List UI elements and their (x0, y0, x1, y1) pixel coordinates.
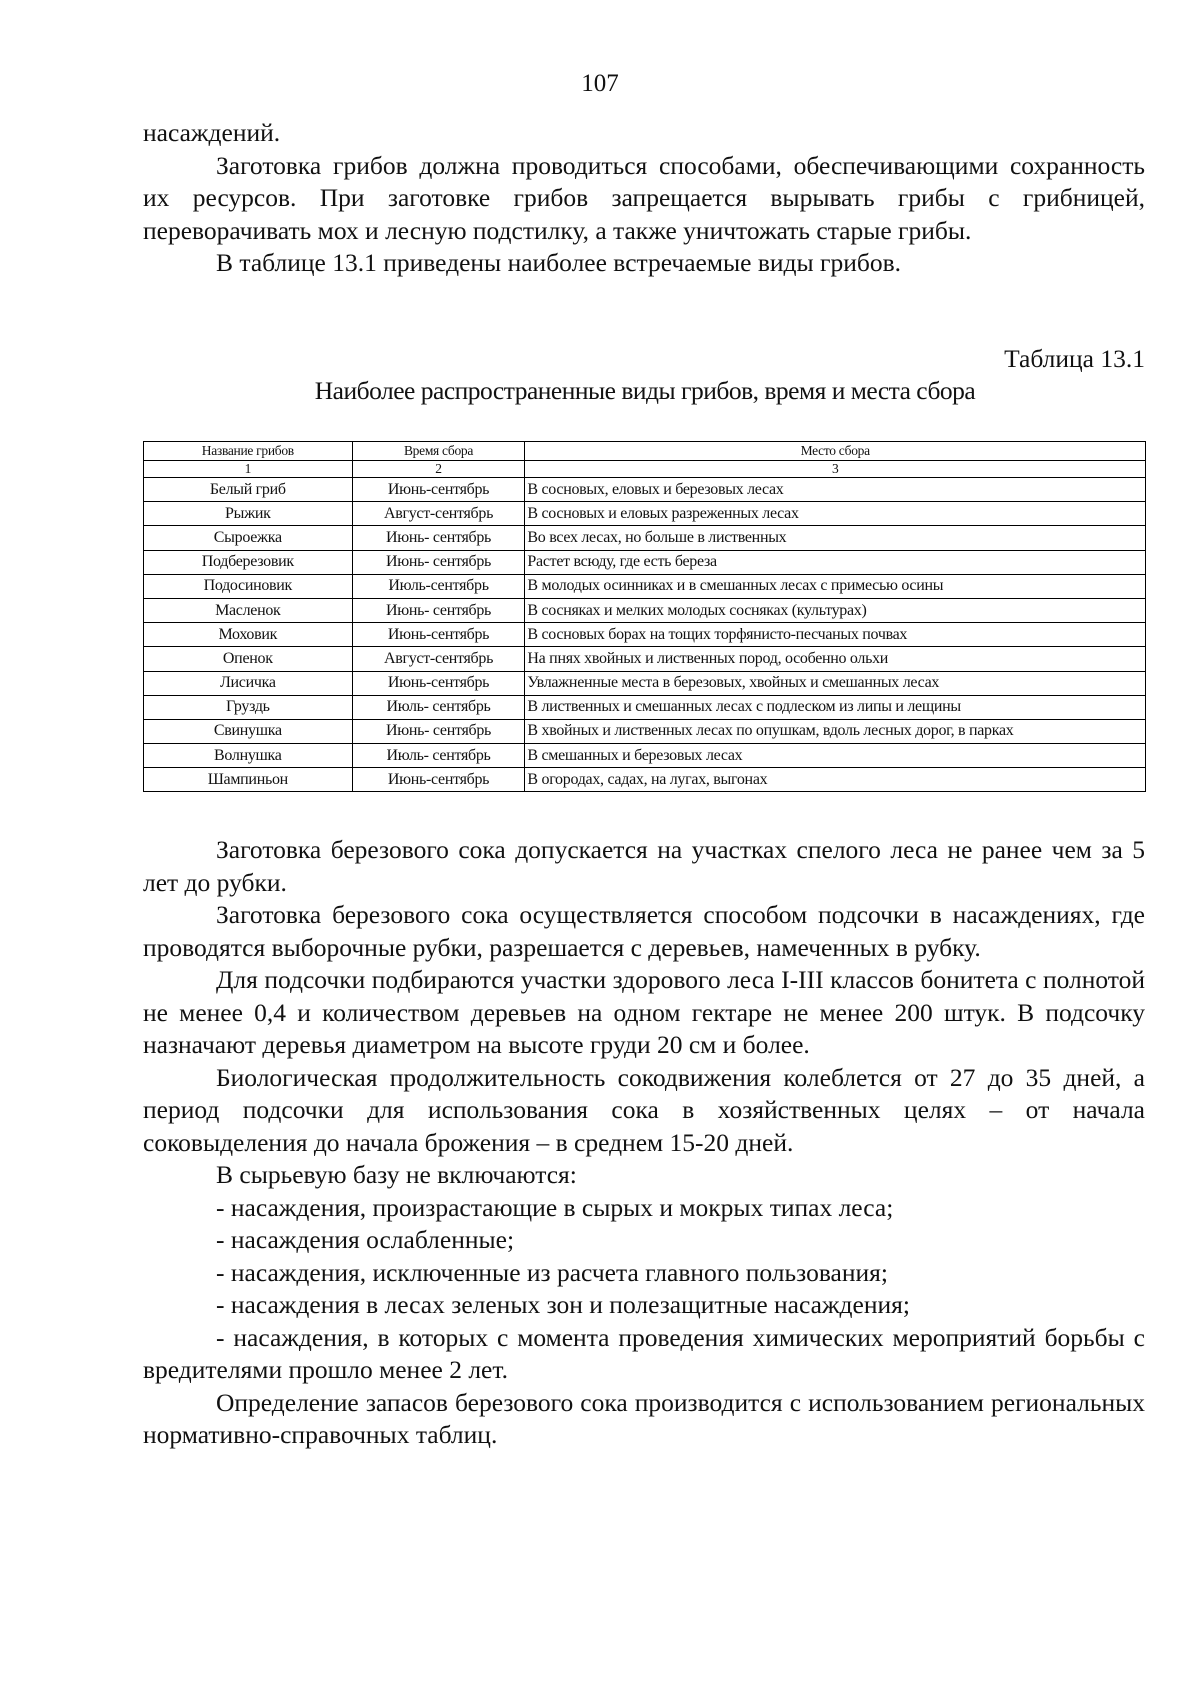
list-item: - насаждения в лесах зеленых зон и полезащитные насаждения; (216, 1290, 910, 1319)
harvest-place: В сосняках и мелких молодых сосняках (культурах) (525, 598, 1146, 622)
harvest-time: Июль-сентябрь (352, 574, 525, 598)
harvest-time: Июнь-сентябрь (352, 478, 525, 502)
mushroom-name: Подберезовик (144, 550, 353, 574)
paragraph-sap-harvest-permission: Заготовка березового сока допускается на участках спелого леса не ранее чем за 5 лет до рубки. (143, 835, 1145, 897)
mushroom-name: Сыроежка (144, 526, 353, 550)
table-row (144, 598, 1146, 622)
harvest-place: На пнях хвойных и лиственных пород, особенно ольхи (525, 647, 1146, 671)
harvest-place: В молодых осинниках и в смешанных лесах с примесью осины (525, 574, 1146, 598)
table-row (144, 744, 1146, 768)
paragraph-mushroom-harvest: Заготовка грибов должна проводиться способами, обеспечивающими сохранность их ресурсов. При заготовке грибов запрещается вырывать грибы с грибницей, переворачивать мох и лесную подстилку, а также уничтожать старые грибы. (143, 150, 1145, 245)
table-row (144, 502, 1146, 526)
harvest-place: Во всех лесах, но больше в лиственных (525, 526, 1146, 550)
harvest-time: Июнь- сентябрь (352, 719, 525, 743)
mushroom-name: Масленок (144, 598, 353, 622)
header-name: Название грибов (144, 442, 353, 461)
table-row (144, 526, 1146, 550)
harvest-place: В сосновых, еловых и березовых лесах (525, 478, 1146, 502)
table-row (144, 695, 1146, 719)
harvest-time: Июнь-сентябрь (352, 623, 525, 647)
table-row (144, 574, 1146, 598)
paragraph-sap-flow-duration: Биологическая продолжительность сокодвижения колеблется от 27 до 35 дней, а период подсочки для использования сока в хозяйственных целях – от начала соковыделения до начала брожения – в среднем 15-20 дней. (143, 1062, 1145, 1157)
mushroom-name: Лисичка (144, 671, 353, 695)
harvest-place: В лиственных и смешанных лесах с подлеском из липы и лещины (525, 695, 1146, 719)
list-intro: В сырьевую базу не включаются: (216, 1160, 577, 1189)
table-row (144, 671, 1146, 695)
list-item: - насаждения, произрастающие в сырых и мокрых типах леса; (216, 1192, 894, 1222)
column-number: 2 (352, 461, 525, 478)
continuation-line: насаждений. (143, 118, 281, 147)
mushroom-name: Груздь (144, 695, 353, 719)
column-number: 3 (525, 461, 1146, 478)
list-item: - насаждения, исключенные из расчета главного пользования; (216, 1257, 888, 1287)
table-row (144, 550, 1146, 574)
mushroom-name: Опенок (144, 647, 353, 671)
mushroom-name: Свинушка (144, 719, 353, 743)
mushroom-name: Белый гриб (144, 478, 353, 502)
mushroom-name: Шампиньон (144, 768, 353, 792)
harvest-place: Растет всюду, где есть береза (525, 550, 1146, 574)
column-number: 1 (144, 461, 353, 478)
mushroom-table (143, 441, 1146, 792)
harvest-time: Июнь-сентябрь (352, 768, 525, 792)
harvest-place: В сосновых борах на тощих торфянисто-песчаных почвах (525, 623, 1146, 647)
header-place: Место сбора (525, 442, 1146, 461)
table-column-numbers-row (144, 461, 1146, 478)
header-time: Время сбора (352, 442, 525, 461)
list-item: - насаждения, в которых с момента проведения химических мероприятий борьбы с вредителями прошло менее 2 лет. (143, 1322, 1145, 1384)
paragraph-sap-reserves: Определение запасов березового сока производится с использованием региональных нормативно-справочных таблиц. (143, 1387, 1145, 1449)
table-label: Таблица 13.1 (1004, 344, 1145, 373)
harvest-place: В огородах, садах, на лугах, выгонах (525, 768, 1146, 792)
harvest-time: Июнь- сентябрь (352, 550, 525, 574)
harvest-time: Август-сентябрь (352, 502, 525, 526)
harvest-place: В хвойных и лиственных лесах по опушкам, вдоль лесных дорог, в парках (525, 719, 1146, 743)
table-header-row (144, 442, 1146, 461)
list-item: - насаждения ослабленные; (216, 1225, 515, 1254)
harvest-time: Июнь-сентябрь (352, 671, 525, 695)
harvest-place: В смешанных и березовых лесах (525, 744, 1146, 768)
birch-sap-text (143, 834, 1145, 1452)
harvest-time: Июнь- сентябрь (352, 526, 525, 550)
paragraph-stand-selection: Для подсочки подбираются участки здорового леса I-III классов бонитета с полнотой не менее 0,4 и количеством деревьев на одном гектаре не менее 200 штук. В подсочку назначают деревья диаметром на высоте груди 20 см и более. (143, 965, 1145, 1059)
table-row (144, 623, 1146, 647)
harvest-place: В сосновых и еловых разреженных лесах (525, 502, 1146, 526)
mushroom-name: Моховик (144, 623, 353, 647)
mushroom-name: Волнушка (144, 744, 353, 768)
paragraph-sap-tapping-method: Заготовка березового сока осуществляется способом подсочки в насаждениях, где проводятся выборочные рубки, разрешается с деревьев, намеченных в рубку. (143, 900, 1145, 962)
harvest-time: Июнь- сентябрь (352, 598, 525, 622)
mushroom-name: Рыжик (144, 502, 353, 526)
harvest-time: Июль- сентябрь (352, 695, 525, 719)
harvest-place: Увлажненные места в березовых, хвойных и смешанных лесах (525, 671, 1146, 695)
table-row (144, 768, 1146, 792)
table-row (144, 478, 1146, 502)
mushroom-name: Подосиновик (144, 574, 353, 598)
page-number: 107 (581, 70, 619, 97)
table-row (144, 719, 1146, 743)
table-row (144, 647, 1146, 671)
table-title: Наиболее распространенные виды грибов, время и места сбора (314, 376, 976, 405)
harvest-time: Август-сентябрь (352, 647, 525, 671)
harvest-time: Июль- сентябрь (352, 744, 525, 768)
intro-text (143, 117, 1145, 280)
paragraph-table-reference: В таблице 13.1 приведены наиболее встречаемые виды грибов. (216, 248, 901, 277)
